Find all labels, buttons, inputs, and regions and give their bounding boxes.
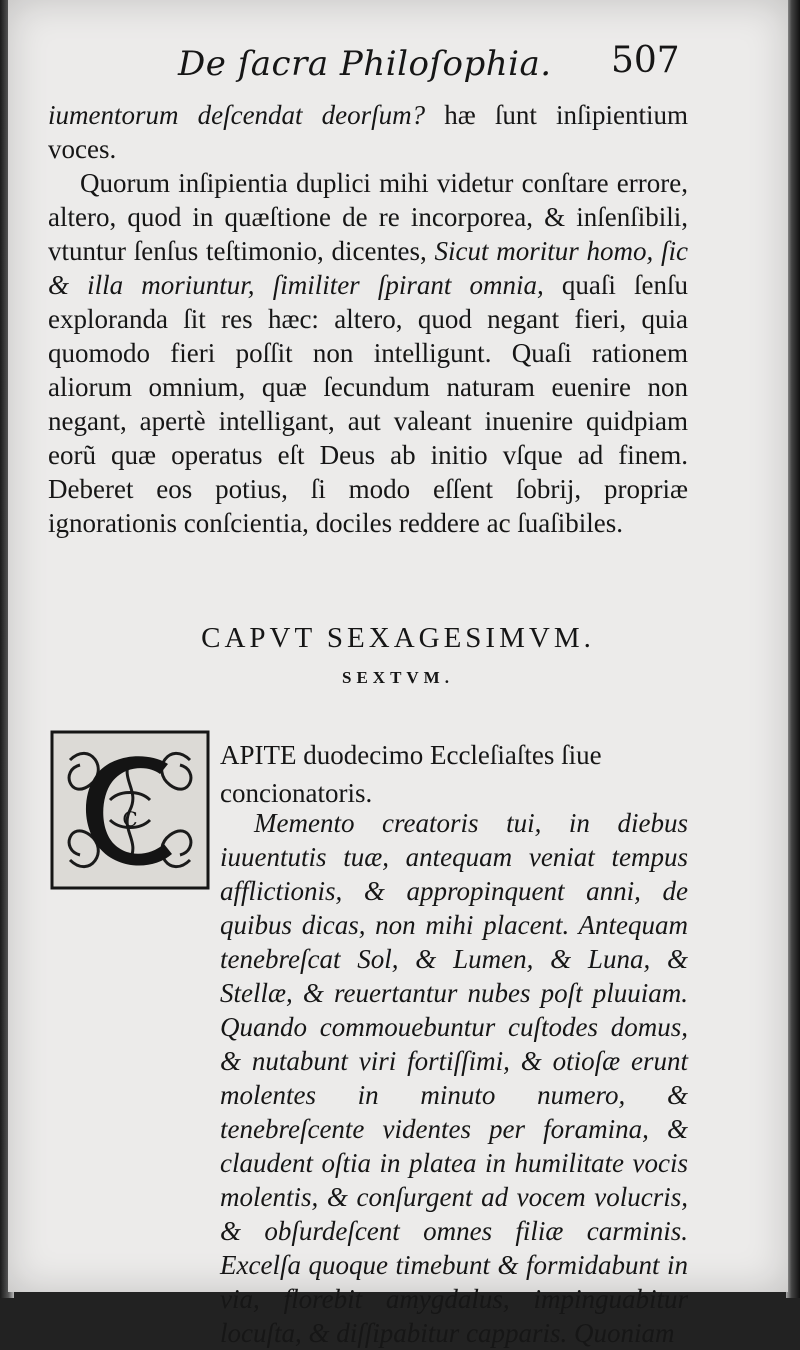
paragraph1-italic: iumentorum deſcendat deorſum?	[48, 100, 426, 130]
page-number: 507	[611, 40, 680, 81]
running-title: De ſacra Philoſophia.	[178, 44, 552, 84]
paragraph2-quote: Sicut moritur homo, ſic & illa moriuntur, ſimiliter ſpirant omnia,	[48, 236, 688, 300]
chapter-opening	[220, 736, 650, 812]
paragraph2-part3: quaſi ſenſu exploranda ſit res hæc: altero, quod negant fieri, quia quomodo fieri poſſit non intelligunt. Quaſi rationem aliorum omnium, quæ ſecundum naturam euenire non negant, apertè intelligant, aut valeant inuenire quidpiam eorũ quæ operatus eſt Deus ab initio vſque ad finem. Deberet eos potius, ſi modo eſſent ſobrij, propriæ ignorationis conſcientia, dociles reddere ac ſuaſibiles.	[48, 270, 688, 538]
paragraph2-part1: Quorum inſipientia duplici mihi videtur conſtare errore, altero, quod in quæſtione de re incorporea, & inſenſibili, vtuntur ſenſus teſtimonio, dicentes,	[48, 168, 688, 266]
page-header	[8, 40, 788, 90]
chapter-subheading: SEXTVM.	[342, 668, 454, 687]
initial-letter: C	[122, 807, 138, 831]
paragraph-continuation	[48, 98, 688, 166]
opening-line: APITE duodecimo Eccleſiaſtes ſiue concionatoris.	[220, 740, 602, 808]
page-edge-shadow	[786, 0, 800, 1298]
chapter-heading: CAPVT SEXAGESIMVM.	[201, 622, 595, 654]
paragraph1-roman: hæ ſunt inſipientium voces.	[48, 100, 688, 164]
quotation-text: Memento creatoris tui, in diebus iuuentutis tuæ, antequam veniat tempus afflictionis, & appropinquent anni, de quibus dicas, non mihi placent. Antequam tenebreſcat Sol, & Lumen, & Luna, & Stellæ, & reuertantur nubes poſt pluuiam. Quando commouebuntur cuſtodes domus, & nutabunt viri fortiſſimi, & otioſæ erunt molentes in minuto numero, & tenebreſcente videntes per foramina, & claudent oſtia in platea in humilitate vocis molentis, & conſurgent ad vocem volucris, & obſurdeſcent omnes filiæ carminis. Excelſa quoque timebunt & formidabunt in via, florebit amygdalus, impinguabitur locuſta, & diſſipabitur capparis. Quoniam	[220, 808, 688, 1348]
paragraph-quorum	[48, 166, 688, 540]
quotation-block	[48, 806, 688, 1350]
book-page	[8, 0, 788, 1348]
